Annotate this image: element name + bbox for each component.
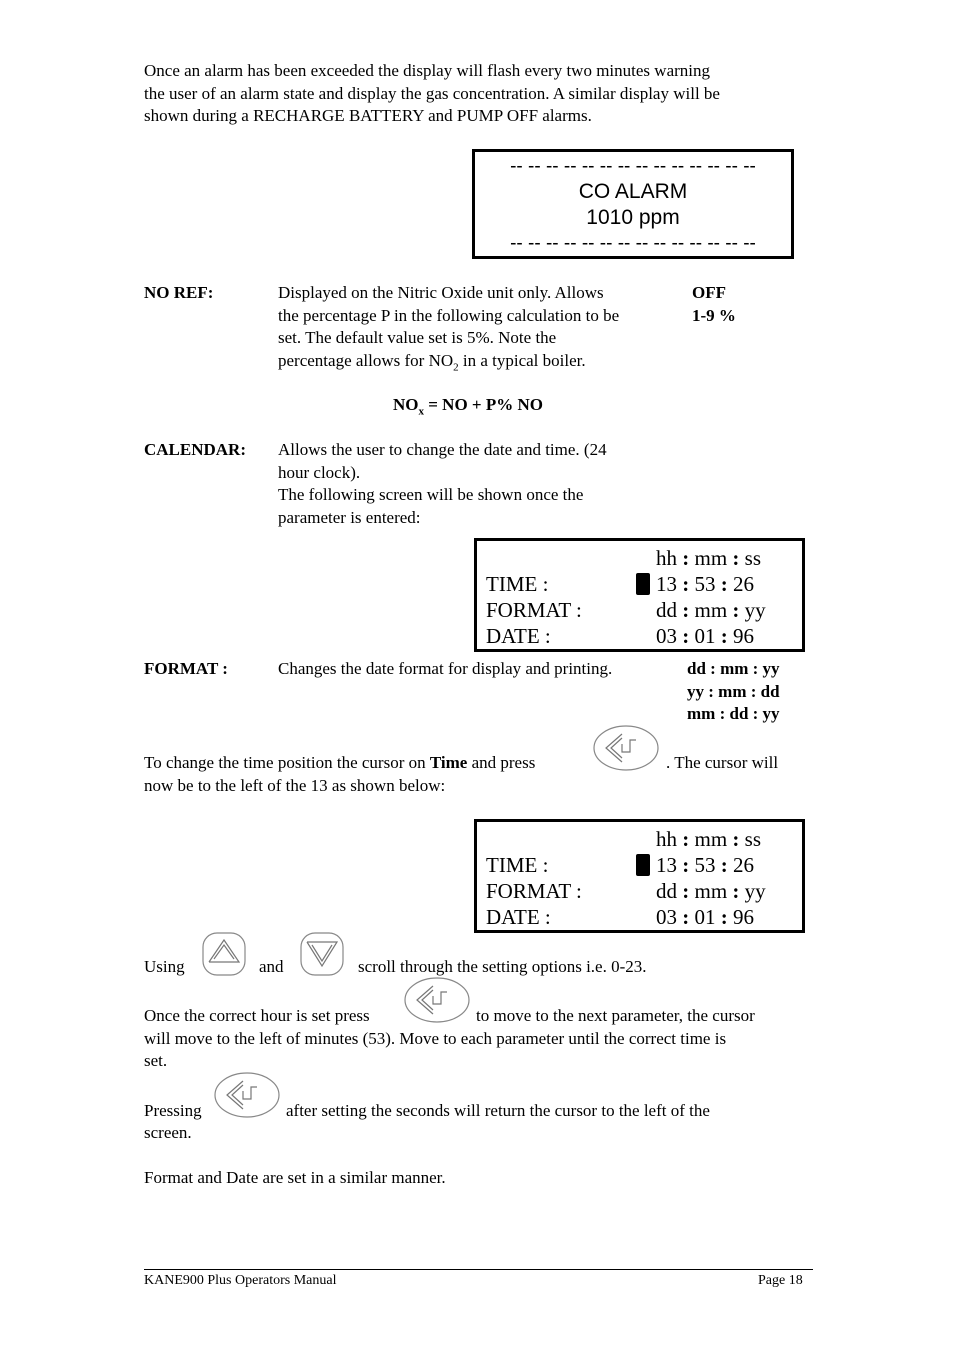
format-row-label: FORMAT : — [486, 598, 582, 622]
alarm-concentration: 1010 ppm — [586, 206, 680, 229]
value-a: dd — [656, 598, 677, 622]
format-option: mm : dd : yy — [687, 704, 780, 723]
calendar-desc-line: The following screen will be shown once the — [278, 485, 584, 504]
pressing-text: after setting the seconds will return the cursor to the left of the — [286, 1101, 710, 1120]
enter-key-icon[interactable] — [213, 1071, 281, 1119]
change-time-text — [144, 752, 535, 775]
format-options — [687, 658, 780, 726]
no-ref-desc-text: in a typical boiler. — [458, 350, 586, 370]
text-bold: Time — [429, 753, 468, 772]
colon: : — [720, 572, 728, 596]
value-c: 96 — [733, 905, 754, 929]
alarm-display — [472, 149, 794, 259]
pressing-text-line2: screen. — [144, 1123, 192, 1142]
format-option: dd : mm : yy — [687, 659, 780, 678]
colon: : — [682, 827, 690, 851]
colon: : — [682, 853, 690, 877]
formula-text: = NO + P% NO — [424, 395, 544, 414]
pressing-text: Pressing — [144, 1101, 202, 1120]
format-row-label: FORMAT : — [486, 879, 582, 903]
colon: : — [682, 546, 690, 570]
cursor-block — [636, 573, 650, 595]
header-mm: mm — [694, 827, 728, 851]
date-row-label: DATE : — [486, 905, 551, 929]
intro-paragraph — [144, 60, 812, 128]
format-description: Changes the date format for display and printing. — [278, 659, 613, 678]
no-ref-option: 1-9 % — [692, 305, 736, 325]
formula-text: NO — [393, 395, 419, 414]
format-row-value — [656, 597, 766, 623]
hour-set-text-line2: will move to the left of minutes (53). Move to each parameter until the correct time is — [144, 1029, 727, 1048]
hour-set-text: to move to the next parameter, the cursor — [476, 1006, 755, 1025]
enter-key-icon[interactable] — [403, 976, 471, 1024]
colon: : — [682, 598, 690, 622]
no-ref-options — [692, 282, 736, 327]
colon: : — [720, 853, 728, 877]
hour-set-text: Once the correct hour is set press — [144, 1006, 370, 1025]
no-ref-option: OFF — [692, 283, 726, 302]
colon: : — [720, 624, 728, 648]
time-row-value — [656, 852, 754, 878]
value-a: dd — [656, 879, 677, 903]
intro-line: Once an alarm has been exceeded the display will flash every two minutes warning — [144, 61, 710, 80]
no-ref-desc-line: set. The default value set is 5%. Note the — [278, 328, 557, 347]
down-arrow-key-icon[interactable] — [300, 932, 344, 976]
no-ref-desc-line: the percentage P in the following calculation to be — [278, 305, 620, 325]
colon: : — [682, 879, 690, 903]
footer-page-number: Page 18 — [758, 1273, 803, 1288]
text: To change the time position the cursor on — [144, 753, 430, 772]
calendar-label: CALENDAR: — [144, 440, 246, 459]
header-ss: ss — [744, 546, 762, 570]
calendar-desc-line: Allows the user to change the date and time. (24 — [278, 440, 607, 459]
time-row-label: TIME : — [486, 572, 549, 596]
colon: : — [682, 572, 690, 596]
time-row-label: TIME : — [486, 853, 549, 877]
value-b: 01 — [694, 624, 716, 648]
change-time-text-line2: now be to the left of the 13 as shown below: — [144, 776, 446, 795]
text: and press — [467, 753, 536, 772]
value-a: 03 — [656, 905, 677, 929]
time-header-row — [656, 826, 761, 852]
no-ref-desc-text: percentage allows for NO — [278, 350, 454, 370]
colon: : — [682, 624, 690, 648]
value-a: 13 — [656, 853, 677, 877]
date-row-value — [656, 904, 754, 930]
time-header-row — [656, 545, 761, 571]
nox-formula — [393, 394, 543, 423]
value-a: 13 — [656, 572, 677, 596]
calendar-desc-line: hour clock). — [278, 462, 361, 482]
date-row-label: DATE : — [486, 624, 551, 648]
footer-divider — [144, 1269, 813, 1270]
using-text: scroll through the setting options i.e. 0-23. — [358, 957, 647, 976]
header-mm: mm — [694, 546, 728, 570]
format-date-text: Format and Date are set in a similar manner. — [144, 1168, 446, 1187]
time-row-value — [656, 571, 754, 597]
format-option: yy : mm : dd — [687, 681, 780, 701]
cursor-block — [636, 854, 650, 876]
value-b: 53 — [694, 853, 716, 877]
alarm-gas-label: CO ALARM — [578, 180, 688, 203]
enter-key-icon[interactable] — [592, 724, 660, 772]
change-time-text: . The cursor will — [666, 753, 779, 772]
no-ref-desc-line: Displayed on the Nitric Oxide unit only. Allows — [278, 283, 604, 302]
using-text: Using — [144, 957, 185, 976]
calendar-desc-line: parameter is entered: — [278, 507, 421, 527]
time-display-2 — [474, 819, 805, 933]
value-c: 26 — [733, 572, 754, 596]
colon: : — [720, 905, 728, 929]
colon: : — [732, 598, 740, 622]
formula-subscript: x — [418, 405, 424, 418]
colon: : — [732, 546, 740, 570]
value-b: mm — [694, 598, 728, 622]
no-ref-label: NO REF: — [144, 283, 214, 302]
header-ss: ss — [744, 827, 762, 851]
alarm-dashes-bottom: -- -- -- -- -- -- -- -- -- -- -- -- -- -- — [510, 233, 756, 254]
no-ref-desc-line — [278, 350, 678, 379]
colon: : — [732, 879, 740, 903]
value-c: yy — [744, 879, 766, 903]
value-c: yy — [744, 598, 766, 622]
header-hh: hh — [656, 546, 677, 570]
header-hh: hh — [656, 827, 677, 851]
no-ref-description — [278, 282, 678, 378]
date-row-value — [656, 623, 754, 649]
up-arrow-key-icon[interactable] — [202, 932, 246, 976]
colon: : — [682, 905, 690, 929]
colon: : — [732, 827, 740, 851]
format-label: FORMAT : — [144, 659, 228, 678]
intro-line: shown during a RECHARGE BATTERY and PUMP OFF alarms. — [144, 106, 592, 125]
value-a: 03 — [656, 624, 677, 648]
using-text: and — [259, 957, 284, 976]
no-ref-subscript: 2 — [453, 360, 459, 373]
value-b: mm — [694, 879, 728, 903]
value-b: 53 — [694, 572, 716, 596]
alarm-dashes-top: -- -- -- -- -- -- -- -- -- -- -- -- -- -- — [510, 156, 756, 177]
hour-set-text-line3: set. — [144, 1051, 168, 1070]
time-display-1 — [474, 538, 805, 652]
format-row-value — [656, 878, 766, 904]
footer-title: KANE900 Plus Operators Manual — [144, 1273, 337, 1288]
value-c: 96 — [733, 624, 754, 648]
intro-line: the user of an alarm state and display the gas concentration. A similar display will be — [144, 83, 720, 103]
value-b: 01 — [694, 905, 716, 929]
calendar-description — [278, 439, 678, 529]
value-c: 26 — [733, 853, 754, 877]
